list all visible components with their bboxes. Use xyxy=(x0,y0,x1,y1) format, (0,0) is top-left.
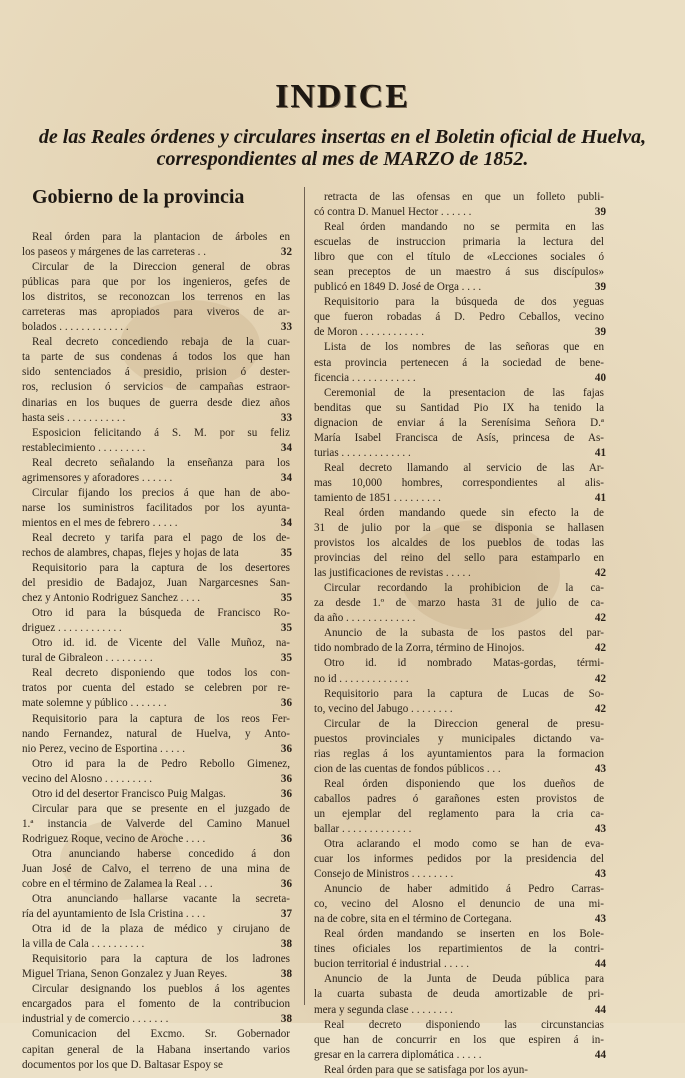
entry-line: cion de las cuentas de fondos públicos . . . xyxy=(314,762,501,775)
index-entry xyxy=(314,295,604,340)
index-entry xyxy=(314,777,604,837)
page-number: 38 xyxy=(280,968,292,981)
entry-line: mientos en el mes de febrero . . . . . xyxy=(22,516,178,529)
entry-line: Real órden disponiendo que los dueños de xyxy=(324,777,604,790)
entry-line: driguez . . . . . . . . . . . . xyxy=(22,622,122,635)
index-entry xyxy=(22,1027,290,1072)
page-number: 36 xyxy=(280,697,292,710)
index-entry xyxy=(22,636,290,666)
entry-line: Real decreto disponiendo que todos los con- xyxy=(32,667,290,680)
right-column xyxy=(314,190,604,1078)
entry-line: Real órden mandando se inserten en los Bole- xyxy=(324,928,604,941)
entry-line: Consejo de Ministros . . . . . . . . xyxy=(314,868,454,881)
index-entry xyxy=(22,757,290,787)
page-number: 41 xyxy=(594,446,606,459)
entry-line: Real órden mandando no se permita en las xyxy=(324,221,604,234)
page-number: 40 xyxy=(594,371,606,384)
entry-line: Otro id para la búsqueda de Francisco Ro- xyxy=(32,607,290,620)
entry-line: Requisitorio para la captura de los ladrones xyxy=(32,953,290,966)
index-entry xyxy=(22,456,290,486)
index-entry xyxy=(22,982,290,1027)
entry-line: públicas para que por los ingenieros, gefes de xyxy=(22,276,290,289)
index-entry xyxy=(314,882,604,927)
index-entry xyxy=(314,972,604,1017)
index-entry xyxy=(22,335,290,425)
page-number: 42 xyxy=(594,567,606,580)
entry-line: Real órden para la plantacion de árboles en xyxy=(32,231,290,243)
entry-line: turias . . . . . . . . . . . . . xyxy=(314,446,411,459)
index-entry xyxy=(314,340,604,385)
entry-line: bucion territorial é industrial . . . . . xyxy=(314,958,469,971)
entry-line: rechos de alambres, chapas, flejes y hojas de lata xyxy=(22,546,239,559)
entry-line: los paseos y márgenes de las carreteras . . xyxy=(22,246,207,259)
entry-line: da año . . . . . . . . . . . . . xyxy=(314,612,416,625)
index-entry xyxy=(22,802,290,847)
index-entry xyxy=(22,531,290,561)
index-entry xyxy=(314,461,604,506)
entry-line: retracta de las ofensas en que un folleto publi- xyxy=(324,191,604,203)
index-entry xyxy=(22,847,290,892)
entry-line: Circular designando los pueblos á los agentes xyxy=(32,983,290,996)
entry-line: Circular recordando la prohibicion de la ca- xyxy=(324,582,604,595)
entry-line: documentos por los que D. Baltasar Espoy se xyxy=(22,1058,223,1071)
entry-line: del presidio de Badajoz, Juan Nargarcesnes San- xyxy=(22,577,290,590)
entry-line: Requisitorio para la captura de los reos Fer- xyxy=(32,712,290,725)
index-entry xyxy=(314,656,604,686)
entry-line: Otro id. id. de Vicente del Valle Muñoz, na- xyxy=(32,637,290,650)
page-number: 34 xyxy=(280,471,292,484)
column-divider xyxy=(304,187,305,1005)
page-number: 42 xyxy=(594,642,606,655)
entry-line: escuelas de instruccion primaria la lectura del xyxy=(314,236,604,249)
entry-line: de Moron . . . . . . . . . . . . xyxy=(314,326,425,339)
entry-line: mera y segunda clase . . . . . . . . xyxy=(314,1003,453,1016)
entry-line: la villa de Cala . . . . . . . . . . xyxy=(22,938,145,951)
entry-line: chez y Antonio Rodriguez Sanchez . . . . xyxy=(22,592,201,605)
entry-line: to, vecino del Jabugo . . . . . . . . xyxy=(314,702,453,715)
header xyxy=(0,78,685,170)
entry-line: restablecimiento . . . . . . . . . xyxy=(22,441,146,454)
page-number: 32 xyxy=(280,246,292,259)
entry-line: za desde 1.º de marzo hasta 31 de julio de ca- xyxy=(314,597,604,610)
entry-line: Circular de la Direccion general de obras xyxy=(32,261,290,274)
index-entry xyxy=(314,1018,604,1063)
page-number: 39 xyxy=(594,326,606,339)
entry-line: ros, reclusion ó servicios de campañas estraor- xyxy=(22,381,290,394)
index-entry xyxy=(314,190,604,220)
page-number: 39 xyxy=(594,206,606,219)
entry-line: tural de Gibraleon . . . . . . . . . xyxy=(22,652,153,665)
entry-line: có contra D. Manuel Hector . . . . . . xyxy=(314,206,472,219)
page-number: 42 xyxy=(594,612,606,625)
entry-line: no id . . . . . . . . . . . . . xyxy=(314,672,409,685)
entry-line: que han de concurrir en los que espiren á in- xyxy=(314,1033,604,1046)
entry-line: sido sentenciados á presidio, prision ó dester- xyxy=(22,366,290,379)
entry-line: tido nombrado de la Zorra, término de Hinojos. xyxy=(314,642,525,655)
page-number: 39 xyxy=(594,281,606,294)
index-entry xyxy=(22,666,290,711)
entry-line: ta parte de sus condenas á todos los que han xyxy=(22,351,290,364)
entry-line: nando Fernandez, natural de Huelva, y Anto- xyxy=(22,727,290,740)
page-number: 36 xyxy=(280,787,292,800)
entry-line: Ceremonial de la presentacion de las fajas xyxy=(324,386,604,399)
entry-line: Circular para que se presente en el juzgado de xyxy=(32,802,290,815)
entry-line: agrimensores y aforadores . . . . . . xyxy=(22,471,173,484)
entry-line: Real decreto y tarifa para el pago de los de- xyxy=(32,531,290,544)
page-number: 42 xyxy=(594,702,606,715)
index-entry xyxy=(22,922,290,952)
index-entry xyxy=(22,952,290,982)
entry-line: Requisitorio para la captura de los desertores xyxy=(32,562,290,575)
entry-line: capitan general de la Habana insertando varios xyxy=(22,1043,290,1056)
entry-line: Anuncio de la subasta de los pastos del par- xyxy=(324,627,604,640)
entry-line: Otra id de la plaza de médico y cirujano de xyxy=(32,923,290,936)
entry-line: Requisitorio para la búsqueda de dos yeguas xyxy=(324,296,604,309)
index-entry xyxy=(314,626,604,656)
document-subtitle: de las Reales órdenes y circulares insertas en el Boletin oficial de Huelva, correspondientes al mes de MARZO de 1852. xyxy=(38,126,647,170)
entry-line: sean preceptos de un maestro á sus discípulos» xyxy=(314,266,604,279)
index-entry xyxy=(22,561,290,606)
page-number: 37 xyxy=(280,908,292,921)
page-number: 33 xyxy=(280,321,292,334)
entry-line: las justificaciones de revistas . . . . . xyxy=(314,567,471,580)
index-entry xyxy=(314,927,604,972)
entry-line: tratos por cuenta del estado se celebren por re- xyxy=(22,682,290,695)
page-number: 34 xyxy=(280,441,292,454)
entry-line: caballos padres ó garañones esten provistos de xyxy=(314,792,604,805)
entry-line: gresar en la carrera diplomática . . . . . xyxy=(314,1048,482,1061)
page-number: 35 xyxy=(280,592,292,605)
entry-line: Circular fijando los precios á que han de abo- xyxy=(32,486,290,499)
entry-line: cobre en el término de Zalamea la Real . . . xyxy=(22,878,213,891)
page-number: 35 xyxy=(280,652,292,665)
entry-line: puestos provinciales y municipales dictando va- xyxy=(314,732,604,745)
entry-line: ficencia . . . . . . . . . . . . xyxy=(314,371,416,384)
entry-line: provincias del reino del sello para estamparlo en xyxy=(314,552,604,565)
entry-line: industrial y de comercio . . . . . . . xyxy=(22,1013,169,1026)
entry-line: nio Perez, vecino de Esportina . . . . . xyxy=(22,742,185,755)
entry-line: hasta seis . . . . . . . . . . . xyxy=(22,411,126,424)
entry-line: ballar . . . . . . . . . . . . . xyxy=(314,822,412,835)
page-number: 36 xyxy=(280,878,292,891)
entry-line: Requisitorio para la captura de Lucas de So- xyxy=(324,687,604,700)
index-entry xyxy=(314,717,604,777)
index-entry xyxy=(314,386,604,461)
entry-line: 31 de julio por la que se disponia se hallasen xyxy=(314,522,604,535)
index-entry xyxy=(314,837,604,882)
entry-line: benditas que su Santidad Pio IX ha tenido la xyxy=(314,401,604,414)
entry-line: Real decreto llamando al servicio de las Ar- xyxy=(324,461,604,474)
document-title: INDICE xyxy=(275,78,410,115)
page-number: 44 xyxy=(594,958,606,971)
entry-line: Anuncio de la Junta de Deuda pública para xyxy=(324,973,604,986)
page-number: 43 xyxy=(594,762,606,775)
entry-line: publicó en 1849 D. José de Orga . . . . xyxy=(314,281,482,294)
entry-line: Rodriguez Roque, vecino de Aroche . . . . xyxy=(22,832,206,845)
entry-line: esta provincia pertenecen á la sociedad de bene- xyxy=(314,356,604,369)
entry-line: narse los suministros facilitados por los ayunta- xyxy=(22,501,290,514)
entry-line: la cuarta subasta de deuda amortizable de pri- xyxy=(314,988,604,1001)
entry-line: Otra anunciando haberse concedido á don xyxy=(32,847,290,860)
entry-line: mas 10,000 hombres, correspondientes al alis- xyxy=(314,476,604,489)
index-entry xyxy=(314,687,604,717)
index-entry xyxy=(22,486,290,531)
index-entry xyxy=(22,260,290,335)
entry-line: bolados . . . . . . . . . . . . . xyxy=(22,321,129,334)
entry-line: rias reglas á los ayuntamientos para la formacion xyxy=(314,747,604,760)
entry-line: que fueron robadas á D. Pedro Ceballos, vecino xyxy=(314,311,604,324)
index-entry xyxy=(314,1063,604,1078)
page-number: 43 xyxy=(594,822,606,835)
page-number: 44 xyxy=(594,1048,606,1061)
section-heading: Gobierno de la provincia xyxy=(32,186,245,208)
entry-line: Circular de la Direccion general de presu- xyxy=(324,717,604,730)
entry-line: Otro id para la de Pedro Rebollo Gimenez, xyxy=(32,757,290,770)
index-entry xyxy=(314,220,604,295)
entry-line: provistos los alcaldes de los pueblos de todas las xyxy=(314,537,604,550)
index-entry xyxy=(22,712,290,757)
entry-line: Juan José de Calvo, el terreno de una mina de xyxy=(22,862,290,875)
page-number: 38 xyxy=(280,938,292,951)
entry-line: tines oficiales los repartimientos de la contri- xyxy=(314,943,604,956)
entry-line: dignacion de enviar á la Serenísima Señora D.ª xyxy=(314,416,604,429)
entry-line: Miguel Triana, Senon Gonzalez y Juan Reyes. xyxy=(22,968,228,981)
entry-line: vecino del Alosno . . . . . . . . . xyxy=(22,772,153,785)
entry-line: cuar los informes pedidos por la presidencia del xyxy=(314,853,604,866)
entry-line: carreteras mas apropiados para viveros de ar- xyxy=(22,306,290,319)
index-entry xyxy=(314,506,604,581)
page-number: 35 xyxy=(280,622,292,635)
entry-line: Otro id. id nombrado Matas-gordas, térmi- xyxy=(324,657,604,670)
entry-line: mate solemne y público . . . . . . . xyxy=(22,697,167,710)
page-number: 44 xyxy=(594,1003,606,1016)
entry-line: dinarias en los buques de guerra desde diez años xyxy=(22,396,290,409)
entry-line: libro que con el título de «Lecciones sociales ó xyxy=(314,251,604,264)
page-number: 34 xyxy=(280,516,292,529)
index-entry xyxy=(22,892,290,922)
page-number: 36 xyxy=(280,742,292,755)
page-number: 33 xyxy=(280,411,292,424)
entry-line: Esposicion felicitando á S. M. por su feliz xyxy=(32,426,290,439)
entry-line: Otra anunciando hallarse vacante la secreta- xyxy=(32,893,290,906)
page-number: 36 xyxy=(280,832,292,845)
page-number: 36 xyxy=(280,772,292,785)
index-entry xyxy=(22,230,290,260)
entry-line: un ejemplar del reglamento para la cria ca- xyxy=(314,807,604,820)
page-number: 43 xyxy=(594,868,606,881)
index-entry xyxy=(22,787,290,802)
entry-line: Otra aclarando el modo como se han de eva- xyxy=(324,838,604,851)
entry-line: encargados para el fomento de la contribucion xyxy=(22,998,290,1011)
entry-line: na de cobre, sita en el término de Cortegana. xyxy=(314,913,512,926)
entry-line: los distritos, se reconozcan los terrenos en las xyxy=(22,291,290,304)
entry-line: Lista de los nombres de las señoras que en xyxy=(324,341,604,354)
page-number: 35 xyxy=(280,546,292,559)
entry-line: ría del ayuntamiento de Isla Cristina . . . . xyxy=(22,908,206,921)
entry-line: tamiento de 1851 . . . . . . . . . xyxy=(314,491,441,504)
entry-line: Otro id del desertor Francisco Puig Malgas. xyxy=(32,787,226,800)
entry-line: Anuncio de haber admitido á Pedro Carras- xyxy=(324,883,604,896)
index-entry xyxy=(314,581,604,626)
index-entry xyxy=(22,606,290,636)
entry-line: co, vecino del Alosno el denuncio de una mi- xyxy=(314,898,604,911)
entry-line: María Isabel Francisca de Asís, princesa de As- xyxy=(314,431,604,444)
index-entry xyxy=(22,426,290,456)
left-column xyxy=(22,230,290,1073)
page-number: 43 xyxy=(594,913,606,926)
entry-line: Real decreto disponiendo las circunstancias xyxy=(324,1018,604,1031)
entry-line: Real decreto señalando la enseñanza para los xyxy=(32,456,290,469)
entry-line: Real decreto concediendo rebaja de la cuar- xyxy=(32,336,290,349)
entry-line: Real órden mandando quede sin efecto la de xyxy=(324,506,604,519)
page-number: 42 xyxy=(594,672,606,685)
page-number: 38 xyxy=(280,1013,292,1026)
page-number: 41 xyxy=(594,491,606,504)
entry-line: Real órden para que se satisfaga por los ayun- xyxy=(324,1063,528,1076)
entry-line: Comunicacion del Excmo. Sr. Gobernador xyxy=(32,1028,290,1041)
entry-line: 1.ª instancia de Valverde del Camino Manuel xyxy=(22,817,290,830)
